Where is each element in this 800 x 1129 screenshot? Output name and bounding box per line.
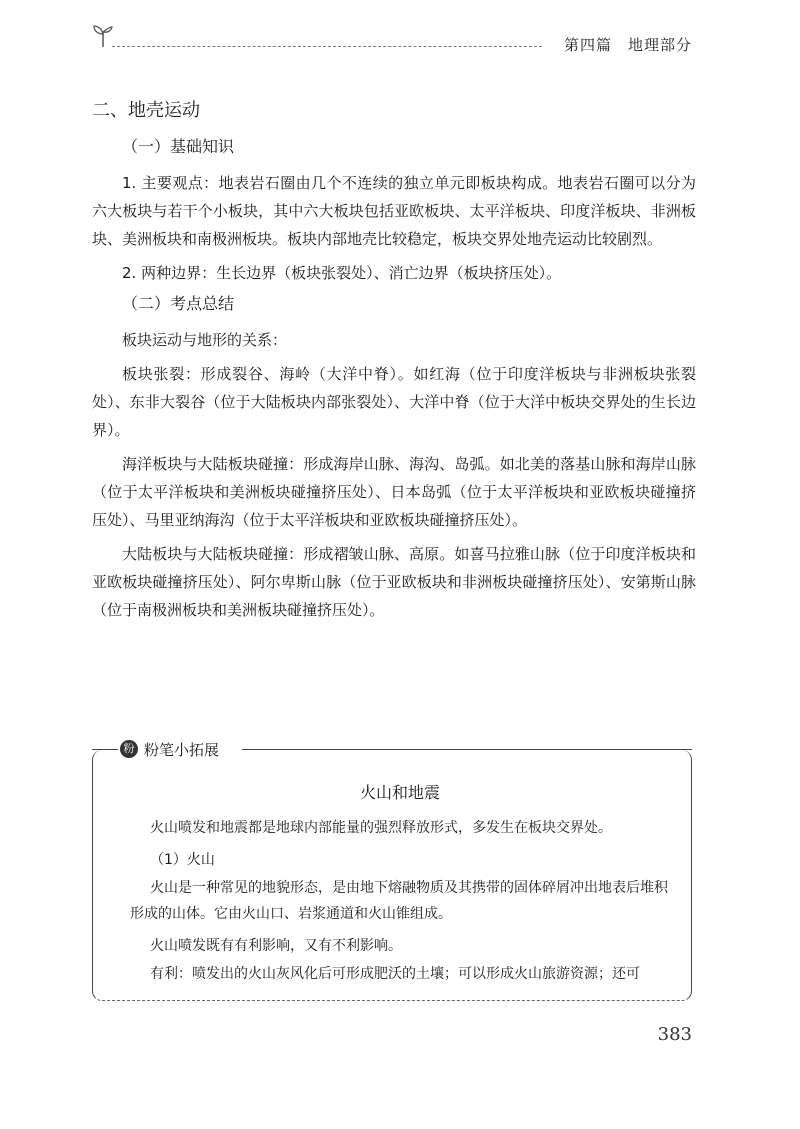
paragraph-main-viewpoint: 1. 主要观点：地表岩石圈由几个不连续的独立单元即板块构成。地表岩石圈可以分为六大板块与若干个小板块，其中六大板块包括亚欧板块、太平洋板块、印度洋板块、非洲板块、美洲板块和南极洲板块。板块内部地壳比较稳定，板块交界处地壳运动比较剧烈。 <box>92 174 696 248</box>
header-title <box>564 34 692 55</box>
sprout-icon <box>92 22 114 48</box>
box-line-left <box>92 749 118 750</box>
paragraph-divergence: 板块张裂：形成裂谷、海岭（大洋中脊）。如红海（位于印度洋板块与非洲板块张裂处）、东非大裂谷（位于大陆板块内部张裂处）、大洋中脊（位于大洋中板块交界处的生长边界）。 <box>92 365 696 439</box>
chalk-badge-icon: 粉 <box>120 740 138 758</box>
section-heading: 二、地壳运动 <box>92 100 200 121</box>
paragraph-relation: 板块运动与地形的关系： <box>122 331 288 349</box>
box-paragraph-effects: 火山喷发既有有利影响，又有不利影响。 <box>150 938 402 954</box>
box-paragraph-benefits: 有利：喷发出的火山灰风化后可形成肥沃的土壤；可以形成火山旅游资源；还可 <box>150 966 640 982</box>
paragraph-boundaries: 2. 两种边界：生长边界（板块张裂处）、消亡边界（板块挤压处）。 <box>122 264 562 282</box>
header-rule <box>112 46 542 47</box>
subheading-basics: （一）基础知识 <box>122 137 235 156</box>
paragraph-ocean-continent: 海洋板块与大陆板块碰撞：形成海岸山脉、海沟、岛弧。如北美的落基山脉和海岸山脉（位于太平洋板块和美洲板块碰撞挤压处）、日本岛弧（位于太平洋板块和亚欧板块碰撞挤压处）、马里亚纳海沟（位于太平洋板块和亚欧板块碰撞挤压处）。 <box>92 455 696 529</box>
section-label: 地理部分 <box>627 36 692 54</box>
subheading-summary: （二）考点总结 <box>122 294 235 313</box>
paragraph-continent-continent: 大陆板块与大陆板块碰撞：形成褶皱山脉、高原。如喜马拉雅山脉（位于印度洋板块和亚欧板块碰撞挤压处）、阿尔卑斯山脉（位于亚欧板块和非洲板块碰撞挤压处）、安第斯山脉（位于南极洲板块和美洲板块碰撞挤压处）。 <box>92 545 696 619</box>
extension-box-title-row <box>92 738 692 762</box>
main-content <box>92 96 696 630</box>
box-paragraph-volcano-label: （1）火山 <box>150 852 215 868</box>
box-paragraph-volcano-def: 火山是一种常见的地貌形态，是由地下熔融物质及其携带的固体碎屑冲出地表后堆积形成的山体。它由火山口、岩浆通道和火山锥组成。 <box>130 880 668 922</box>
extension-box-label: 粉笔小拓展 <box>144 739 225 760</box>
chapter-label: 第四篇 <box>563 36 612 54</box>
box-line-right <box>242 749 692 750</box>
page-header <box>92 28 692 58</box>
page-number: 383 <box>657 1024 692 1045</box>
box-paragraph-intro: 火山喷发和地震都是地球内部能量的强烈释放形式，多发生在板块交界处。 <box>150 820 612 836</box>
extension-box-content <box>130 780 670 993</box>
extension-box-heading: 火山和地震 <box>359 783 440 802</box>
extension-box <box>92 738 692 1002</box>
